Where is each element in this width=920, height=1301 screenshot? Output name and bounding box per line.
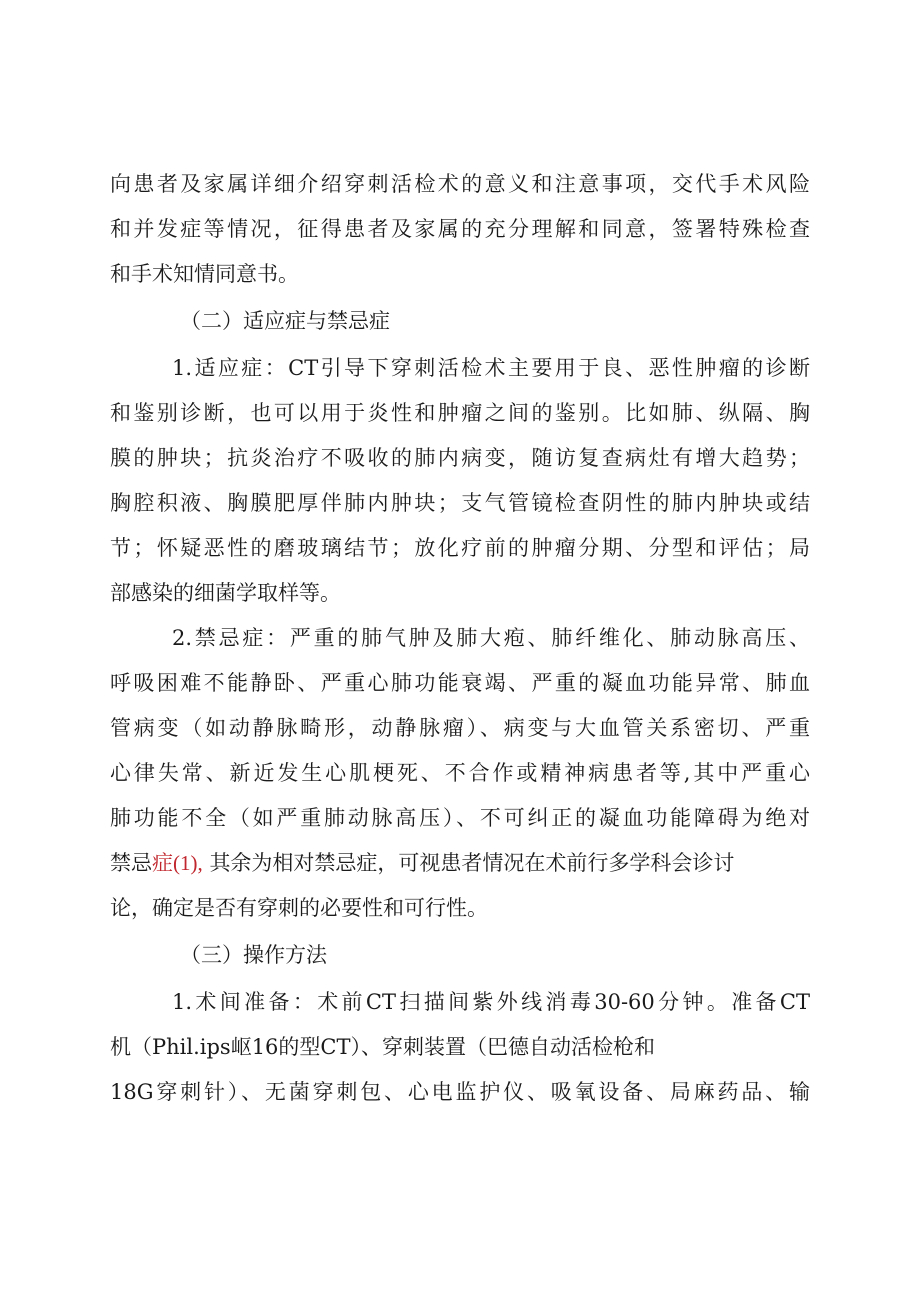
preparation-line-2: 机（Phil.ips岖16的型CT）、穿刺装置（巴德自动活检枪和: [110, 1035, 655, 1059]
contraindications-line-6: [110, 848, 810, 878]
indications-line-5: 节；怀疑恶性的磨玻璃结节；放化疗前的肿瘤分期、分型和评估；局: [110, 536, 810, 560]
contraindications-line-6-end: 其余为相对禁忌症，可视患者情况在术前行多学科会诊讨: [209, 851, 735, 875]
preparation-line-3: 18G穿刺针）、无菌穿刺包、心电监护仪、吸氧设备、局麻药品、输: [110, 1080, 810, 1104]
reference-citation-1[interactable]: 症(1),: [152, 851, 203, 875]
contraindications-line-5: 肺功能不全（如严重肺动脉高压）、不可纠正的凝血功能障碍为绝对: [110, 806, 810, 830]
contraindications-line-2: 呼吸困难不能静卧、严重心肺功能衰竭、严重的凝血功能异常、肺血: [110, 671, 810, 695]
indications-line-2: 和鉴别诊断，也可以用于炎性和肿瘤之间的鉴别。比如肺、纵隔、胸: [110, 401, 810, 425]
preparation-line-1: 1.术间准备：术前CT扫描间紫外线消毒30-60分钟。准备CT: [172, 990, 810, 1014]
indications-line-6: 部感染的细菌学取样等。: [110, 581, 341, 605]
paragraph-consent-line-3: 和手术知情同意书。: [110, 262, 299, 286]
paragraph-consent-line-2: 和并发症等情况，征得患者及家属的充分理解和同意，签署特殊检查: [110, 217, 810, 241]
contraindications-line-1: 2.禁忌症：严重的肺气肿及肺大疱、肺纤维化、肺动脉高压、: [172, 626, 810, 650]
section-heading-procedure: （三）操作方法: [180, 943, 327, 967]
paragraph-consent-line-1: 向患者及家属详细介绍穿刺活检术的意义和注意事项，交代手术风险: [110, 172, 810, 196]
contraindications-line-3: 管病变（如动静脉畸形，动静脉瘤）、病变与大血管关系密切、严重: [110, 716, 810, 740]
indications-line-3: 膜的肿块；抗炎治疗不吸收的肺内病变，随访复查病灶有增大趋势；: [110, 446, 810, 470]
contraindications-line-4: 心律失常、新近发生心肌梗死、不合作或精神病患者等,其中严重心: [110, 761, 810, 785]
section-heading-indications: （二）适应症与禁忌症: [180, 309, 390, 333]
contraindications-line-6-start: 禁忌: [110, 851, 152, 875]
indications-line-1: 1.适应症：CT引导下穿刺活检术主要用于良、恶性肿瘤的诊断: [172, 356, 810, 380]
indications-line-4: 胸腔积液、胸膜肥厚伴肺内肿块；支气管镜检查阴性的肺内肿块或结: [110, 491, 810, 515]
contraindications-line-7: 论，确定是否有穿刺的必要性和可行性。: [110, 896, 488, 920]
